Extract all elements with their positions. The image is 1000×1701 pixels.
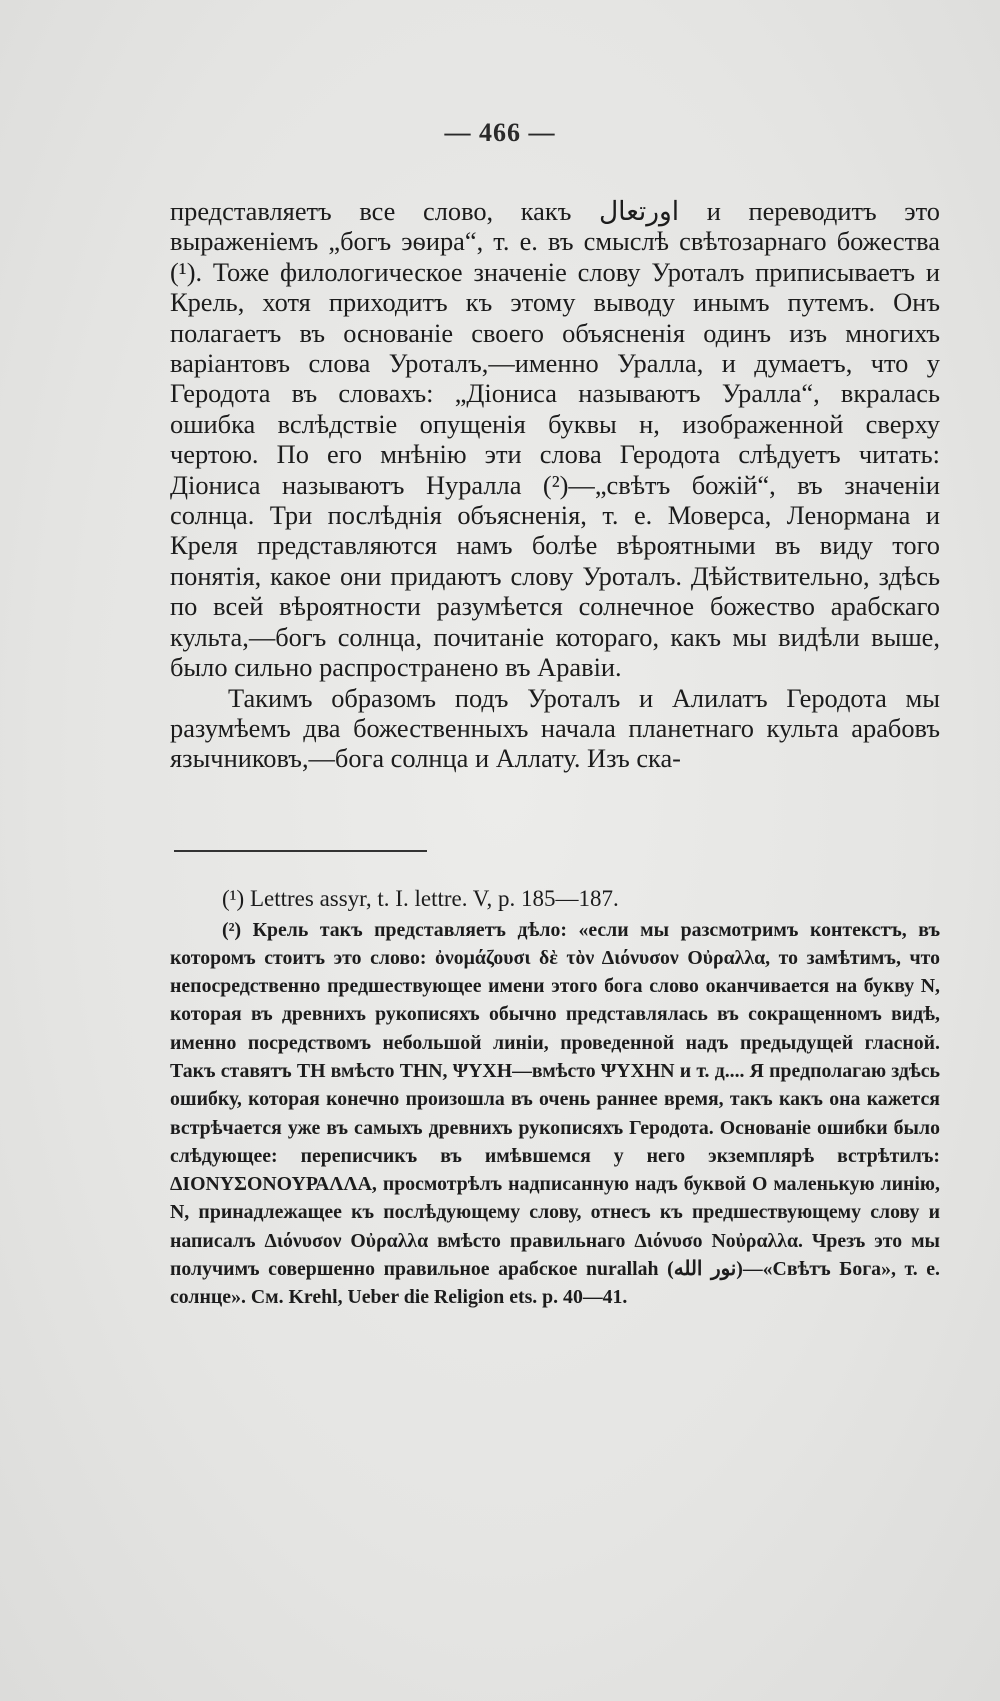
footnotes: [170, 884, 940, 1312]
footnote-divider: [174, 850, 427, 852]
footnote-1: (¹) Lettres assyr, t. I. lettre. V, p. 185—187.: [222, 886, 619, 911]
main-text: [170, 196, 940, 774]
body-paragraph: Такимъ образомъ подъ Уроталъ и Алилатъ Геродота мы разумѣемъ два божественныхъ начала планетнаго культа арабовъ язычниковъ,—бога солнца и Аллату. Изъ ска-: [170, 682, 940, 774]
footnote-2: (²) Крель такъ представляетъ дѣло: «если мы разсмотримъ контекстъ, въ которомъ стоитъ это слово: ὀνομάζουσι δὲ τὸν Διόνυσον Οὐραλλα, то замѣтимъ, что непосредственно предшествующее имени этого бога слово оканчивается на букву N, которая въ древнихъ рукописяхъ обычно представлялась въ сокращенномъ видѣ, именно посредствомъ небольшой линіи, проведенной надъ предыдущей гласной. Такъ ставятъ ΤΗ вмѣсто ΤΗΝ, ΨΥΧΗ—вмѣсто ΨΥΧΗΝ и т. д.... Я предполагаю здѣсь ошибку, которая конечно произошла въ очень раннее время, такъ какъ она кажется встрѣчается уже въ самыхъ древнихъ рукописяхъ Геродота. Основаніе ошибки было слѣдующее: переписчикъ въ имѣвшемся у него экземплярѣ встрѣтилъ: ΔΙΟΝΥΣΟΝΟΥΡΑΛΛΑ, просмотрѣлъ надписанную надъ буквой О маленькую линію, N, принадлежащее къ послѣдующему слову, отнесъ къ предшествующему слову и написалъ Διόνυσον Οὐραλλα вмѣсто правильнаго Διόνυσο Νοὐραλλα. Чрезъ это мы получимъ совершенно правильное арабское nurallah (نور الله)—«Свѣтъ Бога», т. е. солнце». См. Krehl, Ueber die Religion ets. p. 40—41.: [170, 918, 940, 1309]
page-number: — 466 —: [444, 118, 556, 147]
body-paragraph: представляетъ все слово, какъ اورتعال и переводитъ это выраженіемъ „богъ эѳира“, т. е. въ смыслѣ свѣтозарнаго божества (¹). Тоже филологическое значеніе слову Уроталъ приписываетъ и Крель, хотя приходитъ къ этому выводу инымъ путемъ. Онъ полагаетъ въ основаніе своего объясненія одинъ изъ многихъ варіантовъ слова Уроталъ,—именно Уралла, и думаетъ, что у Геродота въ словахъ: „Діониса называютъ Уралла“, вкралась ошибка вслѣдствіе опущенія буквы н, изображенной сверху чертою. По его мнѣнію эти слова Геродота слѣдуетъ читать: Діониса называютъ Нуралла (²)—„свѣтъ божій“, въ значеніи солнца. Три послѣднія объясненія, т. е. Моверса, Ленормана и Креля представляются намъ болѣе вѣроятными въ виду того понятія, какое они придаютъ слову Уроталъ. Дѣйствительно, здѣсь по всей вѣроятности разумѣется солнечное божество арабскаго культа,—богъ солнца, почитаніе котораго, какъ мы видѣли выше, было сильно распространено въ Аравіи.: [170, 196, 940, 683]
